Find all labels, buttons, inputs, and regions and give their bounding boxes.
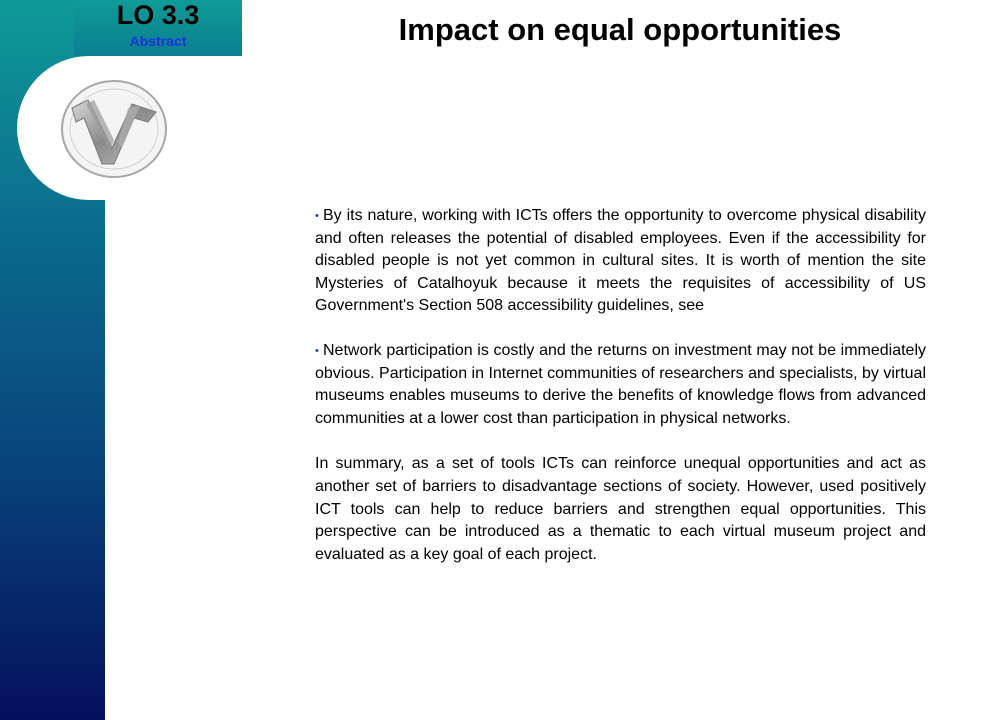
- lo-subtitle: Abstract: [129, 33, 187, 49]
- bullet-icon: •: [315, 210, 319, 222]
- paragraph-3-text: In summary, as a set of tools ICTs can reinforce unequal opportunities and act as another set of barriers to disadvantage sections of society. However, used positively ICT tools can help to reduce barriers and strengthen equal opportunities. This perspective can be introduced as a thematic to each virtual museum project and evaluated as a key goal of each project.: [315, 455, 926, 563]
- paragraph-2: [315, 340, 926, 430]
- content-body: [315, 205, 926, 588]
- lo-label-box: [74, 0, 242, 56]
- paragraph-2-text: Network participation is costly and the returns on investment may not be immediately obvious. Participation in Internet communities of researchers and specialists, by virtual museums enables museums to derive the benefits of knowledge flows from advanced communities at a lower cost than participation in physical networks.: [315, 341, 926, 427]
- lo-title: LO 3.3: [116, 0, 200, 30]
- paragraph-3: [315, 453, 926, 566]
- paragraph-1: [315, 205, 926, 318]
- vm-project-logo-icon: [56, 78, 168, 180]
- bullet-icon: •: [315, 344, 319, 357]
- paragraph-1-text: By its nature, working with ICTs offers the opportunity to overcome physical disability and often releases the potential of disabled employees. Even if the accessibility for disabled people is not yet common in cultural sites. It is worth of mention the site Mysteries of Catalhoyuk because it meets the requisites of accessibility of US Government's Section 508 accessibility guidelines, see: [315, 207, 926, 315]
- page-title: Impact on equal opportunities: [398, 12, 842, 47]
